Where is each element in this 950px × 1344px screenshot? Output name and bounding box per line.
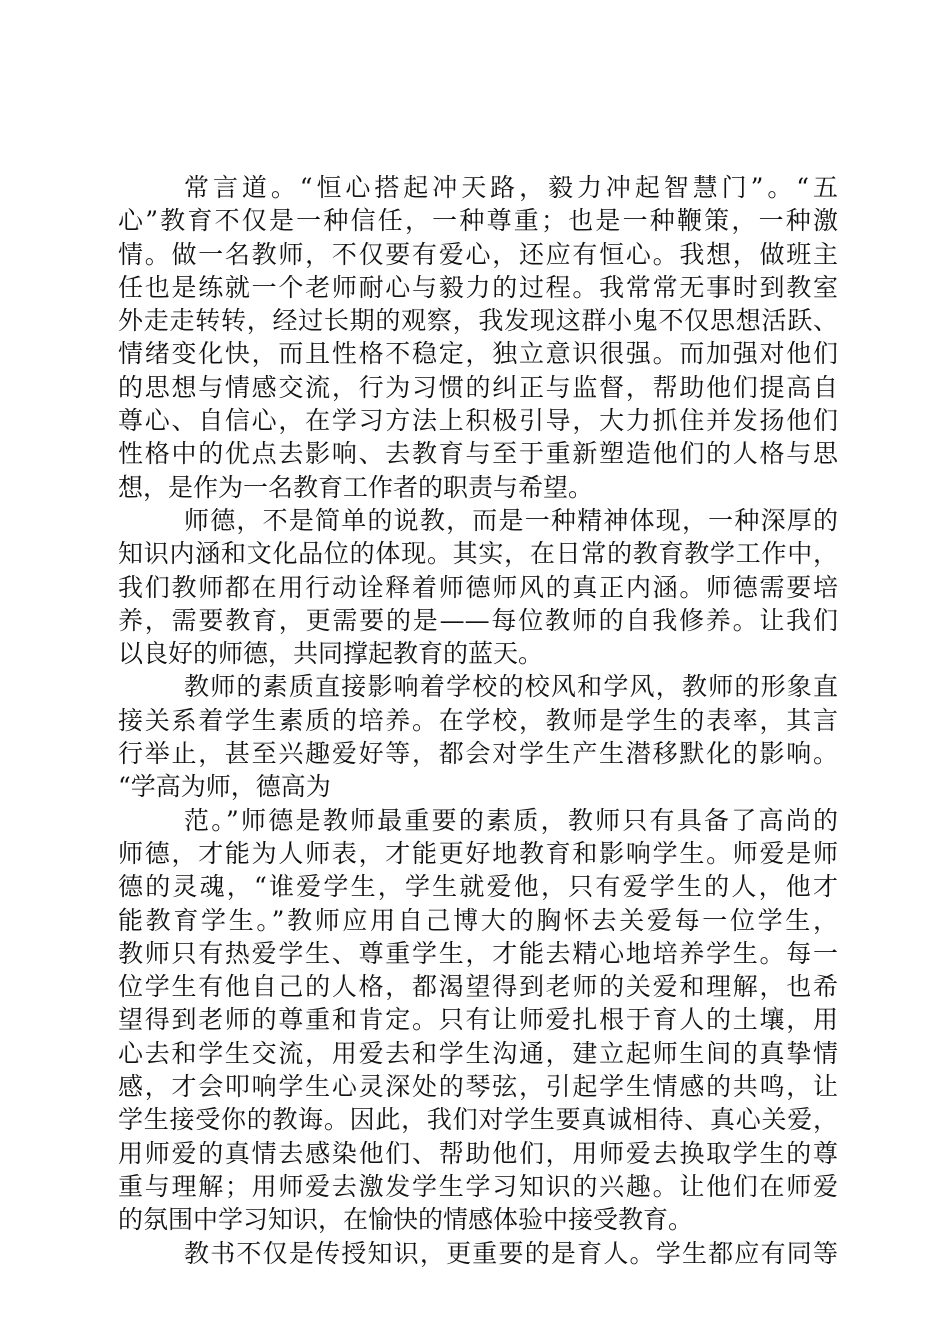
text-line: 常言道。“恒心搭起冲天路，毅力冲起智慧门”。“五	[184, 173, 838, 202]
text-line: 重与理解；用师爱去激发学生学习知识的兴趣。让他们在师爱	[118, 1171, 838, 1201]
text-line: 教书不仅是传授知识，更重要的是育人。学生都应有同等	[184, 1238, 838, 1268]
text-line: 我们教师都在用行动诠释着师德师风的真正内涵。师德需要培	[118, 572, 838, 602]
text-line: 想，是作为一名教育工作者的职责与希望。	[118, 472, 594, 502]
text-line: 养，需要教育，更需要的是——每位教师的自我修养。让我们	[118, 605, 838, 635]
text-line: 以良好的师德，共同撑起教育的蓝天。	[118, 639, 544, 669]
text-line: 心”教育不仅是一种信任，一种尊重；也是一种鞭策，一种激	[118, 206, 838, 236]
text-line: 尊心、自信心，在学习方法上积极引导，大力抓住并发扬他们	[118, 406, 838, 436]
text-line: “学高为师，德高为	[118, 772, 331, 802]
text-line: 外走走转转，经过长期的观察，我发现这群小鬼不仅思想活跃、	[118, 306, 838, 336]
text-line: 教师的素质直接影响着学校的校风和学风，教师的形象直	[184, 672, 838, 702]
text-line: 用师爱的真情去感染他们、帮助他们，用师爱去换取学生的尊	[118, 1138, 838, 1168]
text-line: 能教育学生。”教师应用自己博大的胸怀去关爱每一位学生，	[118, 905, 838, 935]
text-line: 心去和学生交流，用爱去和学生沟通，建立起师生间的真挚情	[118, 1038, 838, 1068]
text-line: 德的灵魂，“谁爱学生，学生就爱他，只有爱学生的人，他才	[118, 872, 838, 902]
text-line: 行举止，甚至兴趣爱好等，都会对学生产生潜移默化的影响。	[118, 739, 838, 769]
text-line: 学生接受你的教诲。因此，我们对学生要真诚相待、真心关爱，	[118, 1105, 838, 1135]
text-line: 的思想与情感交流，行为习惯的纠正与监督，帮助他们提高自	[118, 372, 838, 402]
text-line: 师德，不是简单的说教，而是一种精神体现，一种深厚的	[184, 505, 838, 535]
text-line: 情。做一名教师，不仅要有爱心，还应有恒心。我想，做班主	[118, 239, 838, 269]
text-line: 师德，才能为人师表，才能更好地教育和影响学生。师爱是师	[118, 838, 838, 868]
text-line: 接关系着学生素质的培养。在学校，教师是学生的表率，其言	[118, 705, 838, 735]
text-line: 位学生有他自己的人格，都渴望得到老师的关爱和理解，也希	[118, 972, 838, 1002]
text-line: 的氛围中学习知识，在愉快的情感体验中接受教育。	[118, 1205, 694, 1235]
text-line: 范。”师德是教师最重要的素质，教师只有具备了高尚的	[184, 805, 838, 835]
text-line: 情绪变化快，而且性格不稳定，独立意识很强。而加强对他们	[118, 339, 838, 369]
text-line: 任也是练就一个老师耐心与毅力的过程。我常常无事时到教室	[118, 272, 838, 302]
text-line: 性格中的优点去影响、去教育与至于重新塑造他们的人格与思	[118, 439, 838, 469]
text-line: 感，才会叩响学生心灵深处的琴弦，引起学生情感的共鸣，让	[118, 1072, 838, 1102]
text-line: 教师只有热爱学生、尊重学生，才能去精心地培养学生。每一	[118, 938, 838, 968]
body-text	[118, 171, 838, 1270]
text-line: 知识内涵和文化品位的体现。其实，在日常的教育教学工作中，	[118, 539, 838, 569]
text-line: 望得到老师的尊重和肯定。只有让师爱扎根于育人的土壤，用	[118, 1005, 838, 1035]
